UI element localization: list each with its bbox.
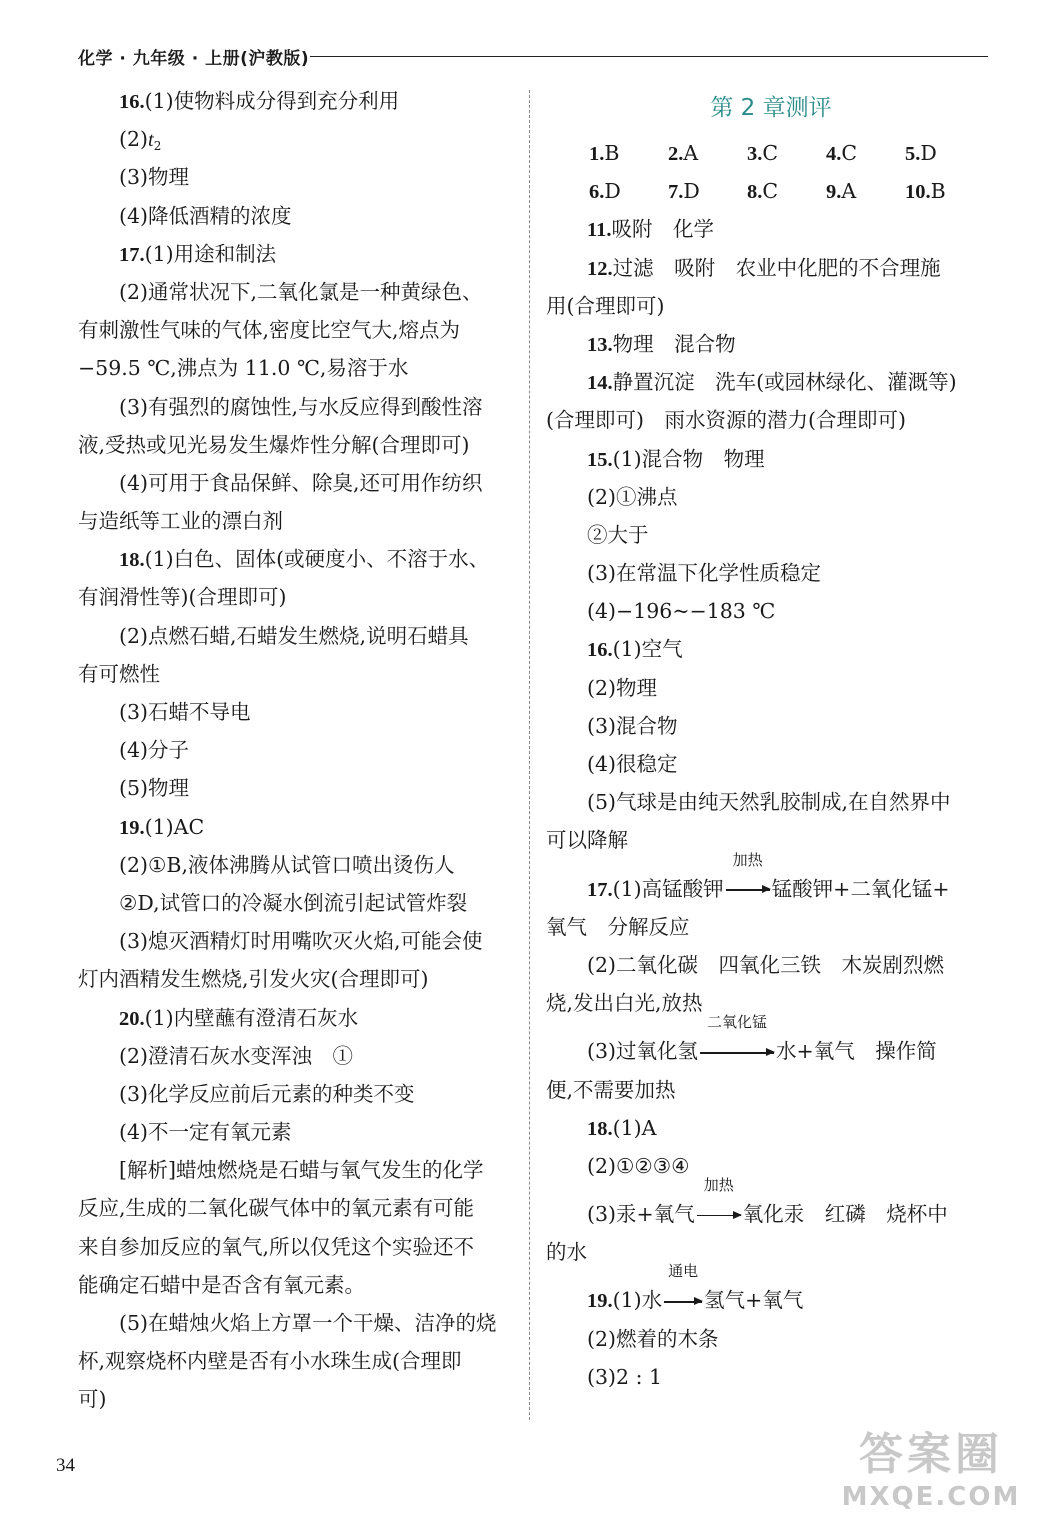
q16-line2: $(2)t_2$ <box>119 127 162 154</box>
q14-line2: (合理即可) 雨水资源的潜力(合理即可) <box>546 408 906 433</box>
mc-item: 1.B <box>589 141 620 165</box>
mc-item: 3.C <box>747 141 779 165</box>
q20-analysis-line3: 来自参加反应的氧气,所以仅凭这个实验还不 <box>78 1234 475 1259</box>
mc-item: 10.B <box>905 179 946 204</box>
reaction-arrow: 通电 <box>662 1281 704 1319</box>
right-column <box>546 82 986 1396</box>
header-rule <box>310 56 988 57</box>
q18-a2-line1: (2)点燃石蜡,石蜡发生燃烧,说明石蜡具 <box>119 623 469 648</box>
q19-a2b: ②D,试管口的冷凝水倒流引起试管炸裂 <box>119 890 468 915</box>
q18-a2: (2)①②③④ <box>587 1153 690 1178</box>
q17-a1-line2: 氧气 分解反应 <box>546 914 690 939</box>
q20-analysis-line1: [解析]蜡烛燃烧是石蜡与氧气发生的化学 <box>119 1158 484 1183</box>
mc-item: 7.D <box>668 179 700 204</box>
q18-a1-line2: 有润滑性等)(合理即可) <box>78 585 287 610</box>
q18-a5: (5)物理 <box>119 776 190 801</box>
q16-a1: 16.(1)空气 <box>587 637 683 662</box>
q16-a4: (4)很稳定 <box>587 752 678 776</box>
reaction-arrow: 二氧化锰 <box>698 1032 776 1070</box>
q17-a2-line2: 有刺激性气味的气体,密度比空气大,熔点为 <box>78 318 461 343</box>
q15-a3: (3)在常温下化学性质稳定 <box>587 561 822 586</box>
q13: 13.物理 混合物 <box>587 331 736 356</box>
page-number: 34 <box>56 1455 75 1476</box>
header-title: 化学 · 九年级 · 上册(沪教版) <box>78 49 310 69</box>
q11: 11.吸附 化学 <box>587 217 714 242</box>
q20-a4: (4)不一定有氧元素 <box>119 1120 292 1145</box>
q18-a3: (3)石蜡不导电 <box>119 700 251 724</box>
q17-a3-line2: 液,受热或见光易发生爆炸性分解(合理即可) <box>78 432 470 457</box>
mc-row-1 <box>546 134 986 172</box>
q17-a2-line1: (2)二氧化碳 四氧化三铁 木炭剧烈燃 <box>587 952 945 977</box>
q17-a3-line1: (3)有强烈的腐蚀性,与水反应得到酸性溶 <box>119 394 483 419</box>
q18-a4: (4)分子 <box>119 738 190 763</box>
watermark-text: 答案圈 <box>859 1429 1003 1480</box>
spacer <box>546 1271 986 1281</box>
mc-row-2 <box>546 172 986 210</box>
q15-a1: 15.(1)混合物 物理 <box>587 446 765 471</box>
q16-line1: 16.(1)使物料成分得到充分利用 <box>119 89 400 113</box>
q15-a2: (2)①沸点 <box>587 484 678 509</box>
q12-line1: 12.过滤 吸附 农业中化肥的不合理施 <box>587 255 941 280</box>
q16-line3: (3)物理 <box>119 165 190 190</box>
q17-a4-line2: 与造纸等工业的漂白剂 <box>78 509 283 534</box>
q20-a3: (3)化学反应前后元素的种类不变 <box>119 1081 415 1106</box>
q19-a2: (2)①B,液体沸腾从试管口喷出烫伤人 <box>119 852 455 877</box>
q20-a2: (2)澄清石灰水变浑浊 ① <box>119 1043 354 1068</box>
q18-a3-line1: (3)汞+氧气 加热 氧化汞 红磷 烧杯中 <box>546 1195 986 1233</box>
q18-a1-line1: 18.(1)白色、固体(或硬度小、不溶于水、 <box>119 547 490 572</box>
q19-a1: 19.(1)水 通电 氢气+氧气 <box>546 1281 986 1319</box>
q17-a2-line1: (2)通常状况下,二氧化氯是一种黄绿色、 <box>119 279 483 304</box>
column-divider <box>529 90 530 1420</box>
q20-a5-line2: 杯,观察烧杯内壁是否有小水珠生成(合理即 <box>78 1349 462 1374</box>
mc-item: 2.A <box>668 141 699 165</box>
q16-line4: (4)降低酒精的浓度 <box>119 203 292 228</box>
q19-a3-line2: 灯内酒精发生燃烧,引发火灾(合理即可) <box>78 967 429 992</box>
q17-a3-line2: 便,不需要加热 <box>546 1077 676 1102</box>
q19-a1: 19.(1)AC <box>119 814 205 839</box>
q16-a2: (2)物理 <box>587 675 658 700</box>
q20-a5-line3: 可) <box>78 1387 107 1412</box>
watermark-logo <box>836 1428 1026 1526</box>
reaction-arrow: 加热 <box>695 1195 743 1233</box>
q17-a3-line1: (3)过氧化氢 二氧化锰 水+氧气 操作简 <box>546 1032 986 1070</box>
mc-item: 6.D <box>589 179 621 204</box>
mc-item: 5.D <box>905 141 937 165</box>
q20-a5-line1: (5)在蜡烛火焰上方罩一个干燥、洁净的烧 <box>119 1311 497 1335</box>
q17-line1: 17.(1)用途和制法 <box>119 241 277 266</box>
mc-item: 4.C <box>826 141 858 165</box>
mc-item: 8.C <box>747 179 779 204</box>
q14-line1: 14.静置沉淀 洗车(或园林绿化、灌溉等) <box>587 370 957 395</box>
left-column <box>78 82 518 1419</box>
reaction-arrow: 加热 <box>724 870 772 908</box>
q12-line2: 用(合理即可) <box>546 293 665 318</box>
q19-a3: (3)2 : 1 <box>587 1364 663 1389</box>
spacer <box>546 1185 986 1195</box>
q16-a5-line2: 可以降解 <box>546 828 628 853</box>
q18-a2-line2: 有可燃性 <box>78 661 160 686</box>
page-header <box>78 44 988 74</box>
section-title: 第 2 章测评 <box>710 95 832 121</box>
q15-a4: (4)−196~−183 ℃ <box>587 599 776 624</box>
q17-a2-line3: −59.5 ℃,沸点为 11.0 ℃,易溶于水 <box>78 356 409 381</box>
q17-a1-line1: 17.(1)高锰酸钾 加热 锰酸钾+二氧化锰+ <box>546 870 986 908</box>
q19-a2: (2)燃着的木条 <box>587 1326 719 1351</box>
q18-a3-line2: 的水 <box>546 1240 587 1265</box>
q16-a5-line1: (5)气球是由纯天然乳胶制成,在自然界中 <box>587 790 951 815</box>
watermark-url: MXQE.COM <box>841 1482 1021 1512</box>
q19-a3-line1: (3)熄灭酒精灯时用嘴吹灭火焰,可能会使 <box>119 929 483 954</box>
q16-a3: (3)混合物 <box>587 713 678 738</box>
q17-a2-line2: 烧,发出白光,放热 <box>546 991 703 1016</box>
q15-a2b: ②大于 <box>587 522 649 547</box>
q18-a1: 18.(1)A <box>587 1115 657 1140</box>
q20-analysis-line4: 能确定石蜡中是否含有氧元素。 <box>78 1272 365 1297</box>
q20-a1: 20.(1)内壁蘸有澄清石灰水 <box>119 1005 359 1030</box>
q17-a4-line1: (4)可用于食品保鲜、除臭,还可用作纺织 <box>119 470 483 495</box>
q20-analysis-line2: 反应,生成的二氧化碳气体中的氧元素有可能 <box>78 1196 475 1221</box>
mc-item: 9.A <box>826 179 857 204</box>
